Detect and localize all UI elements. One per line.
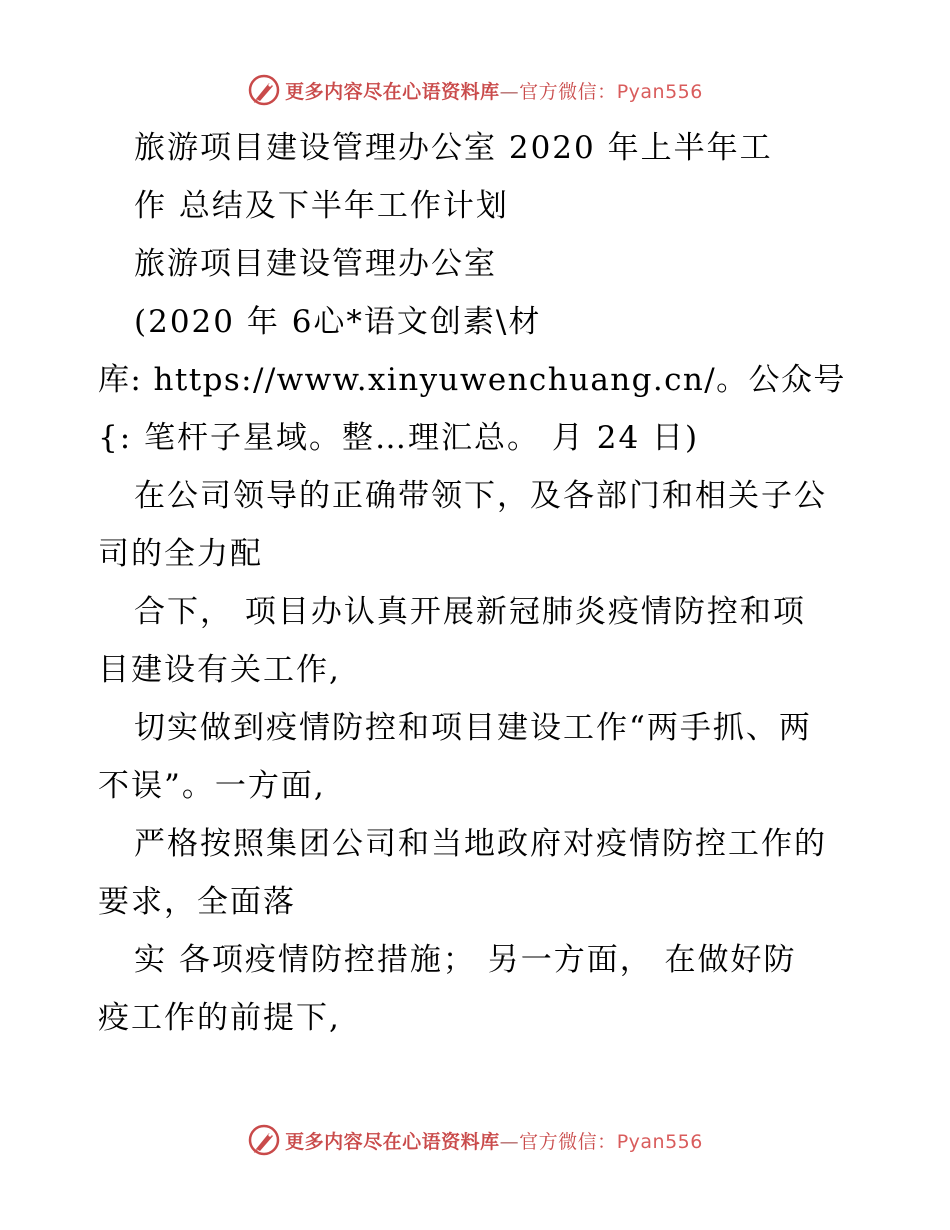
date-line-start: (2020 年 6心*语文创素\材: [134, 304, 542, 340]
paragraph-line: 在公司领导的正确带领下，及各部门和相关子公: [134, 478, 827, 514]
paragraph-line: 实 各项疫情防控措施； 另一方面， 在做好防: [134, 942, 797, 978]
watermark-text: [285, 77, 703, 104]
watermark-brand: 更多内容尽在心语资料库: [285, 1130, 500, 1153]
watermark-official-label: 官方微信：: [519, 80, 617, 103]
paragraph-line: 不误”。一方面,: [98, 768, 326, 804]
paragraph-line: 司的全力配: [98, 536, 263, 572]
watermark-separator: —: [499, 80, 520, 103]
watermark-brand: 更多内容尽在心语资料库: [285, 80, 500, 103]
source-url-line: 库: https://www.xinyuwenchuang.cn/。公众号: [98, 362, 846, 398]
title-line-1: 旅游项目建设管理办公室 2020 年上半年工: [134, 130, 773, 166]
office-name: 旅游项目建设管理办公室: [134, 246, 497, 282]
watermark-official-label: 官方微信：: [519, 1130, 617, 1153]
pen-nib-logo-icon: [247, 1123, 281, 1157]
watermark-separator: —: [499, 1130, 520, 1153]
paragraph-line: 要求，全面落: [98, 884, 296, 920]
watermark-banner-bottom: [0, 1120, 950, 1160]
watermark-text: [285, 1127, 703, 1154]
title-line-2: 作 总结及下半年工作计划: [134, 188, 509, 224]
paragraph-line: 疫工作的前提下,: [98, 1000, 341, 1036]
paragraph-line: 切实做到疫情防控和项目建设工作“两手抓、两: [134, 710, 812, 746]
watermark-banner-top: [0, 70, 950, 110]
paragraph-line: 严格按照集团公司和当地政府对疫情防控工作的: [134, 826, 827, 862]
watermark-wechat-id: Pyan556: [616, 1130, 703, 1153]
paragraph-line: 合下， 项目办认真开展新冠肺炎疫情防控和项: [134, 594, 806, 630]
pen-nib-logo-icon: [247, 73, 281, 107]
paragraph-line: 目建设有关工作,: [98, 652, 341, 688]
watermark-wechat-id: Pyan556: [616, 80, 703, 103]
date-line-end: {: 笔杆子星域。整…理汇总。 月 24 日): [98, 420, 700, 456]
